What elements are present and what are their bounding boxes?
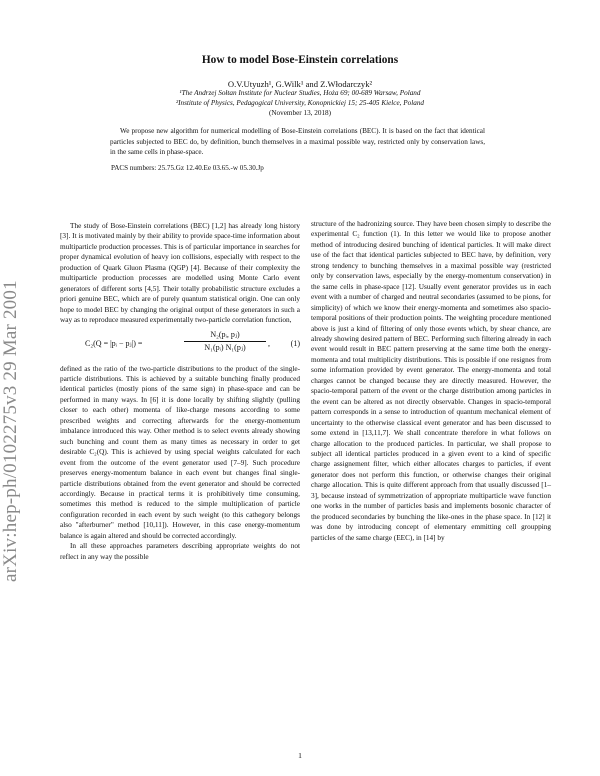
author-list: O.V.Utyuzh¹, G.Wilk¹ and Z.Włodarczyk² [227, 79, 373, 89]
paragraph: In all these approaches parameters describing appropriate weights do not reflect in any way the possible [60, 542, 300, 561]
arxiv-stamp: arXiv:hep-ph/0102275v3 29 Mar 2001 [0, 280, 21, 582]
pacs-numbers: PACS numbers: 25.75.Gz 12.40.Ee 03.65.-w 05.30.Jp [111, 164, 264, 172]
equation-fraction [184, 330, 266, 354]
paragraph: The study of Bose-Einstein correlations (BEC) [1,2] has already long history [3]. It is motivated mainly by their ability to provide space-time information about multiparticle production processes. This is of particular importance in searches for proper dynamical evolution of heavy ion collisions, especially with respect to the production of Quark Gluon Plasma (QGP) [4]. Because of their complexity the multiparticle production processes are modelled using Monte Carlo event generators of different sorts [4,5]. Their totally probabilistic structure excludes a priori genuine BEC, which are of purely quantum statistical origin. One can only hope to model BEC by changing the original output of these generators in such a way as to reproduce measured experimentally two-particle correlation function, [60, 222, 300, 325]
equation-numerator: N₂(pᵢ, pⱼ) [184, 330, 266, 342]
equation-number: (1) [290, 338, 300, 348]
paragraph: structure of the hadronizing source. They have been chosen simply to describe the experimental C₂ function (1). In this letter we would like to propose another method of introducing desired bunching of identical particles. It will make direct use of the fact that identical particles subjected to BEC have, by definition, very strong tendency to bunching themselves in a maximal possible way (restricted only by conservation laws, especially by the energy-momentum conservation) in the same cells in phase-space [12]. Usually event generator provides us in each event with a number of charged and neutral secondaries (assumed to be pions, for simplicity) of which we know their energy-momenta and sometimes also spacio-temporal positions of their production points. The weighting procedure mentioned above is just a kind of filtering of only those events which, by shear chance, are already showing desired pattern of BEC. Performing such filtering already in each event would result in BEC pattern preserving at the same time both the energy-momenta and total multiplicity distributions. This is possible if one resignes from some information provided by event generator. The energy-momenta and total charges cannot be changed because they are directly measured. However, the spacio-temporal pattern of the event or the charge distribution among particles in the event can be altered as not directly observable. Changes in spacio-temporal pattern corresponds in a sense to introduction of quantum mechanical element of uncertainty to the otherwise classical event generator and has been discussed to some extend in [13,11,7]. We shall concentrate therefore in what follows on charge allocation to the produced particles. In particular, we shall propose to subject all identical particles produced in a given event to a kind of specific charge assignement filter, which either allocates charges to particles, if event generator does not perform this function, or otherwise changes their original charge allocation. This is quite different approach from that usually discussed [1–3], because instead of symmetrization of appropriate multiparticle wave function one works in the number of particles basis and implements bosonic character of the produced secondaries by bunching the like-ones in the phase space. In [12] it was done by introducing concept of elementary emmitting cell groupping particles of the same charge (EEC), in [14] by [311, 220, 551, 542]
affiliation-2: ²Institute of Physics, Pedagogical University, Konopnickiej 15; 25-405 Kielce, Poland [175, 99, 425, 107]
right-column [311, 219, 551, 543]
affiliation-1: ¹The Andrzej Sołtan Institute for Nuclear Studies, Hoża 69; 00-689 Warsaw, Poland [179, 89, 421, 97]
left-column [60, 221, 300, 562]
paper-title: How to model Bose-Einstein correlations [201, 54, 399, 66]
paper-date: (November 13, 2018) [268, 109, 332, 117]
paragraph: defined as the ratio of the two-particle distributions to the product of the single-particle distributions. This is achieved by a suitable bunching finally produced identical particles (mostly pions of the same sign) in phase-space and can be performed in many ways. In [6] it is done locally by shifting slightly (pulling closer to each other) momenta of like-charge mesons according to some prescribed weights and correcting afterwards for the energy-momentum imbalance introduced this way. Other method is to select events already showing such bunching and count them as many times as necessary in order to get desirable C₂(Q). This is achieved by using special weights calculated for each event from the outcome of the event generator used [7–9]. Such procedure preserves energy-momentum balance in each event but changes final single-particle distributions obtained from the event generator and should be corrected accordingly. Because in practical terms it is prohibitively time consuming, sometimes this method is reduced to the simple multiplication of particle configuration recorded in each event by such weight (to this cathegory belongs also "afterburner" method [10,11]). However, in this case energy-momentum balance is again altered and should be corrected accordingly. [60, 364, 300, 540]
equation-punctuation: , [268, 338, 270, 348]
equation-denominator: N₁(pᵢ) N₁(pⱼ) [204, 342, 246, 352]
equation-lhs: C₂(Q = |pᵢ − pⱼ|) = [85, 338, 143, 348]
equation-1 [60, 329, 300, 359]
abstract: We propose new algorithm for numerical modelling of Bose-Einstein correlations (BEC). It is based on the fact that identical particles subjected to BEC do, by definition, bunch themselves in a maximal possible way, restricted only by conservation laws, in the same cells in phase-space. [110, 127, 485, 157]
page-number: 1 [298, 751, 302, 760]
